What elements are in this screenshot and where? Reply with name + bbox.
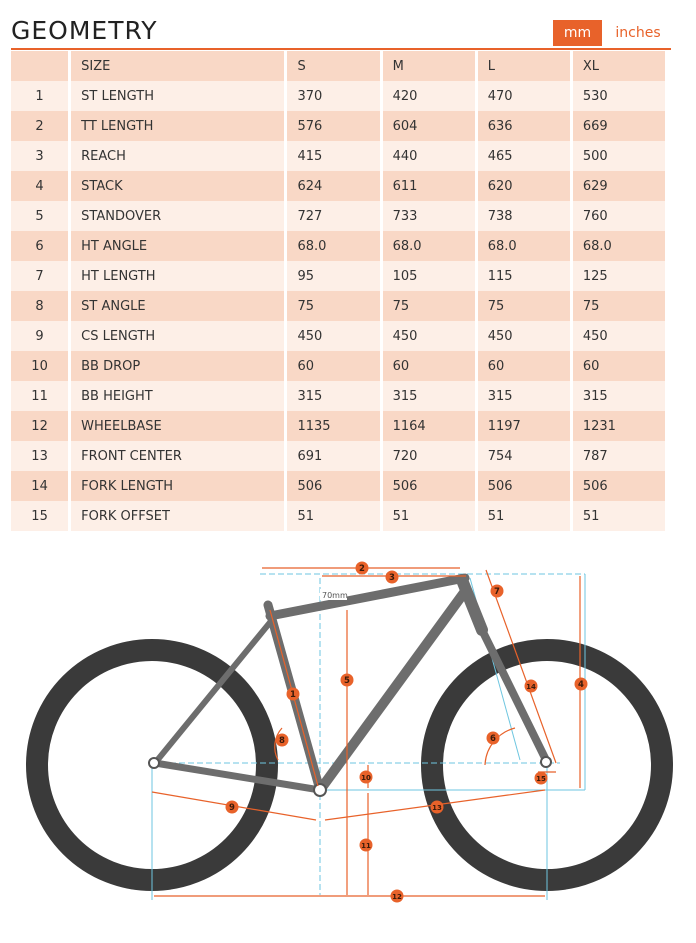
table-row	[11, 81, 665, 111]
row-value-l: 465	[478, 141, 570, 171]
row-value-s: 624	[287, 171, 379, 201]
row-value-m: 75	[383, 291, 475, 321]
row-value-s: 506	[287, 471, 379, 501]
row-value-l: 68.0	[478, 231, 570, 261]
row-value-xl: 51	[573, 501, 665, 531]
marker-label: 8	[279, 736, 285, 746]
row-value-s: 68.0	[287, 231, 379, 261]
row-value-l: 1197	[478, 411, 570, 441]
row-measure-name: FORK LENGTH	[71, 471, 284, 501]
table-row	[11, 291, 665, 321]
row-value-s: 370	[287, 81, 379, 111]
row-value-l: 51	[478, 501, 570, 531]
marker-label: 2	[359, 564, 365, 574]
header-s: S	[287, 51, 379, 81]
row-value-xl: 629	[573, 171, 665, 201]
row-index: 5	[11, 201, 68, 231]
row-value-xl: 500	[573, 141, 665, 171]
row-value-m: 105	[383, 261, 475, 291]
marker-13	[431, 801, 444, 814]
row-value-xl: 787	[573, 441, 665, 471]
row-value-s: 415	[287, 141, 379, 171]
header-l: L	[478, 51, 570, 81]
marker-9	[226, 801, 239, 814]
bike-geometry-diagram	[0, 550, 696, 930]
row-index: 6	[11, 231, 68, 261]
row-index: 15	[11, 501, 68, 531]
row-value-l: 450	[478, 321, 570, 351]
marker-7	[491, 585, 504, 598]
row-measure-name: STANDOVER	[71, 201, 284, 231]
table-row	[11, 261, 665, 291]
header-xl: XL	[573, 51, 665, 81]
row-measure-name: ST ANGLE	[71, 291, 284, 321]
row-measure-name: FORK OFFSET	[71, 501, 284, 531]
row-value-s: 1135	[287, 411, 379, 441]
row-measure-name: HT ANGLE	[71, 231, 284, 261]
marker-label: 13	[432, 804, 442, 812]
row-value-m: 51	[383, 501, 475, 531]
row-measure-name: ST LENGTH	[71, 81, 284, 111]
row-value-l: 60	[478, 351, 570, 381]
row-value-xl: 125	[573, 261, 665, 291]
row-value-s: 315	[287, 381, 379, 411]
row-index: 4	[11, 171, 68, 201]
row-value-s: 60	[287, 351, 379, 381]
front-axle	[541, 757, 551, 767]
row-measure-name: TT LENGTH	[71, 111, 284, 141]
table-row	[11, 351, 665, 381]
row-measure-name: STACK	[71, 171, 284, 201]
marker-label: 1	[290, 690, 296, 700]
marker-label: 12	[392, 893, 402, 901]
row-index: 13	[11, 441, 68, 471]
row-value-l: 470	[478, 81, 570, 111]
row-value-m: 611	[383, 171, 475, 201]
table-row	[11, 441, 665, 471]
row-value-m: 315	[383, 381, 475, 411]
marker-5	[341, 674, 354, 687]
table-row	[11, 381, 665, 411]
marker-label: 9	[229, 803, 235, 813]
table-row	[11, 171, 665, 201]
row-value-m: 440	[383, 141, 475, 171]
header-index-cell	[11, 51, 68, 81]
row-measure-name: CS LENGTH	[71, 321, 284, 351]
row-index: 9	[11, 321, 68, 351]
row-value-m: 733	[383, 201, 475, 231]
row-value-l: 115	[478, 261, 570, 291]
row-value-xl: 760	[573, 201, 665, 231]
marker-label: 6	[490, 734, 496, 744]
row-value-m: 420	[383, 81, 475, 111]
row-measure-name: BB HEIGHT	[71, 381, 284, 411]
marker-label: 14	[526, 683, 536, 691]
marker-6	[487, 732, 500, 745]
table-row	[11, 231, 665, 261]
row-value-l: 636	[478, 111, 570, 141]
row-value-xl: 669	[573, 111, 665, 141]
row-value-m: 720	[383, 441, 475, 471]
row-value-xl: 450	[573, 321, 665, 351]
row-value-l: 754	[478, 441, 570, 471]
row-value-s: 450	[287, 321, 379, 351]
row-value-m: 1164	[383, 411, 475, 441]
row-index: 8	[11, 291, 68, 321]
standover-offset-label: 70mm	[322, 591, 348, 600]
row-value-s: 691	[287, 441, 379, 471]
row-index: 10	[11, 351, 68, 381]
row-index: 3	[11, 141, 68, 171]
row-value-xl: 75	[573, 291, 665, 321]
marker-14	[525, 680, 538, 693]
marker-4	[575, 678, 588, 691]
geometry-header	[11, 14, 671, 50]
rear-axle	[149, 758, 159, 768]
row-value-xl: 60	[573, 351, 665, 381]
row-measure-name: HT LENGTH	[71, 261, 284, 291]
table-row	[11, 141, 665, 171]
geometry-table	[8, 51, 668, 531]
bottom-bracket	[314, 784, 326, 796]
row-value-xl: 506	[573, 471, 665, 501]
marker-label: 7	[494, 587, 500, 597]
marker-label: 10	[361, 774, 371, 782]
row-measure-name: BB DROP	[71, 351, 284, 381]
row-value-s: 95	[287, 261, 379, 291]
page-title: GEOMETRY	[11, 16, 158, 45]
marker-label: 5	[344, 676, 350, 686]
row-index: 14	[11, 471, 68, 501]
marker-3	[386, 571, 399, 584]
row-index: 7	[11, 261, 68, 291]
marker-15	[535, 772, 548, 785]
row-measure-name: REACH	[71, 141, 284, 171]
row-measure-name: WHEELBASE	[71, 411, 284, 441]
row-value-l: 620	[478, 171, 570, 201]
marker-label: 4	[578, 680, 584, 690]
row-index: 1	[11, 81, 68, 111]
row-index: 11	[11, 381, 68, 411]
row-value-xl: 315	[573, 381, 665, 411]
row-value-s: 51	[287, 501, 379, 531]
row-value-xl: 68.0	[573, 231, 665, 261]
row-value-l: 315	[478, 381, 570, 411]
marker-2	[356, 562, 369, 575]
row-value-m: 604	[383, 111, 475, 141]
header-size: SIZE	[71, 51, 284, 81]
marker-10	[360, 771, 373, 784]
marker-11	[360, 839, 373, 852]
table-row	[11, 411, 665, 441]
row-measure-name: FRONT CENTER	[71, 441, 284, 471]
unit-inches-button[interactable]: inches	[615, 25, 661, 41]
row-value-s: 75	[287, 291, 379, 321]
row-value-s: 576	[287, 111, 379, 141]
row-value-xl: 530	[573, 81, 665, 111]
table-row	[11, 201, 665, 231]
marker-8	[276, 734, 289, 747]
row-value-m: 60	[383, 351, 475, 381]
row-value-l: 738	[478, 201, 570, 231]
table-row	[11, 321, 665, 351]
row-value-m: 68.0	[383, 231, 475, 261]
marker-label: 3	[389, 573, 395, 583]
unit-mm-button[interactable]: mm	[553, 20, 602, 46]
marker-12	[391, 890, 404, 903]
table-row	[11, 501, 665, 531]
table-header-row	[11, 51, 665, 81]
table-row	[11, 111, 665, 141]
row-index: 2	[11, 111, 68, 141]
marker-label: 15	[536, 775, 546, 783]
marker-label: 11	[361, 842, 371, 850]
row-value-xl: 1231	[573, 411, 665, 441]
row-index: 12	[11, 411, 68, 441]
row-value-l: 75	[478, 291, 570, 321]
row-value-l: 506	[478, 471, 570, 501]
header-m: M	[383, 51, 475, 81]
row-value-m: 506	[383, 471, 475, 501]
table-row	[11, 471, 665, 501]
row-value-m: 450	[383, 321, 475, 351]
marker-1	[287, 688, 300, 701]
row-value-s: 727	[287, 201, 379, 231]
